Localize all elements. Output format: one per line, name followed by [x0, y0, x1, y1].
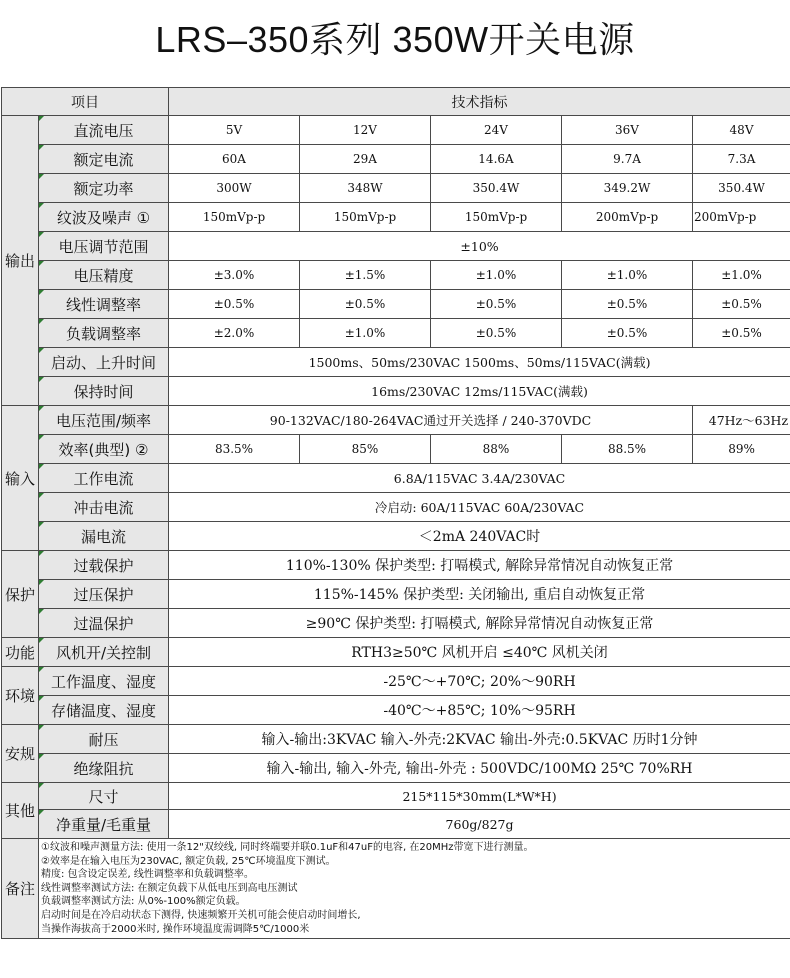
group-safety: 安规 [2, 725, 39, 783]
group-protection: 保护 [2, 551, 39, 638]
cell: ±0.5% [300, 290, 431, 319]
cell: 200mVp-p [693, 203, 790, 232]
cell: 348W [300, 174, 431, 203]
table-row [2, 551, 790, 580]
cell: ±10% [169, 232, 790, 261]
cell: 90-132VAC/180-264VAC通过开关选择 / 240-370VDC [169, 406, 693, 435]
cell: 12V [300, 116, 431, 145]
row-label: 线性调整率 [39, 290, 169, 319]
cell: 47Hz～63Hz [693, 406, 790, 435]
remark-line: ②效率是在输入电压为230VAC, 额定负载, 25℃环境温度下测试。 [41, 855, 336, 867]
row-label: 电压精度 [39, 261, 169, 290]
cell: ±1.0% [562, 261, 693, 290]
page-title: LRS–350系列 350W开关电源 [155, 19, 635, 60]
table-row [2, 174, 790, 203]
table-row [2, 232, 790, 261]
table-row [2, 203, 790, 232]
cell: 6.8A/115VAC 3.4A/230VAC [169, 464, 790, 493]
cell: 760g/827g [169, 810, 790, 839]
cell: 48V [693, 116, 790, 145]
group-function: 功能 [2, 638, 39, 667]
table-row [2, 638, 790, 667]
row-label: 风机开/关控制 [39, 638, 169, 667]
cell: ±1.0% [431, 261, 562, 290]
cell: ≥90℃ 保护类型: 打嗝模式, 解除异常情况自动恢复正常 [169, 609, 790, 638]
group-input: 输入 [2, 406, 39, 551]
cell: 200mVp-p [562, 203, 693, 232]
cell: 60A [169, 145, 300, 174]
table-row [2, 609, 790, 638]
cell: ±0.5% [431, 290, 562, 319]
cell: ±0.5% [693, 290, 790, 319]
table-row [2, 783, 790, 810]
remarks-cell [39, 839, 790, 939]
cell: 150mVp-p [169, 203, 300, 232]
cell: 110%-130% 保护类型: 打嗝模式, 解除异常情况自动恢复正常 [169, 551, 790, 580]
row-label: 额定电流 [39, 145, 169, 174]
cell: 150mVp-p [431, 203, 562, 232]
row-label: 纹波及噪声 ① [39, 203, 169, 232]
row-label: 直流电压 [39, 116, 169, 145]
cell: 350.4W [431, 174, 562, 203]
cell: 冷启动: 60A/115VAC 60A/230VAC [169, 493, 790, 522]
cell: -25℃～+70℃; 20%～90RH [169, 667, 790, 696]
cell: 300W [169, 174, 300, 203]
group-environment: 环境 [2, 667, 39, 725]
cell: 16ms/230VAC 12ms/115VAC(满载) [169, 377, 790, 406]
row-label: 绝缘阻抗 [39, 754, 169, 783]
group-remarks: 备注 [2, 839, 39, 939]
row-label: 负载调整率 [39, 319, 169, 348]
table-row [2, 377, 790, 406]
cell: ±1.0% [693, 261, 790, 290]
cell: 88% [431, 435, 562, 464]
table-row [2, 522, 790, 551]
table-row [2, 810, 790, 839]
remark-line: 精度: 包含设定误差, 线性调整率和负载调整率。 [41, 869, 254, 881]
cell: -40℃～+85℃; 10%～95RH [169, 696, 790, 725]
row-label: 过压保护 [39, 580, 169, 609]
row-label: 尺寸 [39, 783, 169, 810]
row-label: 电压调节范围 [39, 232, 169, 261]
table-row [2, 261, 790, 290]
cell: 88.5% [562, 435, 693, 464]
row-label: 耐压 [39, 725, 169, 754]
table-row [2, 145, 790, 174]
table-row [2, 348, 790, 377]
table-row [2, 290, 790, 319]
table-row [2, 839, 790, 939]
header-spec: 技术指标 [169, 88, 790, 116]
spec-table [1, 87, 790, 939]
table-row [2, 667, 790, 696]
cell: 7.3A [693, 145, 790, 174]
table-row [2, 754, 790, 783]
table-row [2, 319, 790, 348]
cell: ±0.5% [562, 319, 693, 348]
cell: 输入-输出, 输入-外壳, 输出-外壳 : 500VDC/100MΩ 25℃ 70%RH [169, 754, 790, 783]
cell: 85% [300, 435, 431, 464]
cell: 输入-输出:3KVAC 输入-外壳:2KVAC 输出-外壳:0.5KVAC 历时1分钟 [169, 725, 790, 754]
cell: 349.2W [562, 174, 693, 203]
cell: 14.6A [431, 145, 562, 174]
cell: 89% [693, 435, 790, 464]
row-label: 过温保护 [39, 609, 169, 638]
header-row [2, 88, 790, 116]
remark-line: 负载调整率测试方法: 从0%-100%额定负载。 [41, 896, 246, 908]
row-label: 净重量/毛重量 [39, 810, 169, 839]
cell: 36V [562, 116, 693, 145]
row-label: 额定功率 [39, 174, 169, 203]
row-label: 漏电流 [39, 522, 169, 551]
row-label: 存储温度、湿度 [39, 696, 169, 725]
cell: 215*115*30mm(L*W*H) [169, 783, 790, 810]
row-label: 工作电流 [39, 464, 169, 493]
group-output: 输出 [2, 116, 39, 406]
remark-line: 线性调整率测试方法: 在额定负载下从低电压到高电压测试 [41, 882, 298, 894]
cell: 83.5% [169, 435, 300, 464]
cell: ±1.0% [300, 319, 431, 348]
cell: ±3.0% [169, 261, 300, 290]
cell: 115%-145% 保护类型: 关闭输出, 重启自动恢复正常 [169, 580, 790, 609]
cell: ±0.5% [693, 319, 790, 348]
row-label: 工作温度、湿度 [39, 667, 169, 696]
remark-line: 启动时间是在冷启动状态下测得, 快速频繁开关机可能会使启动时间增长, [41, 909, 361, 921]
table-row [2, 435, 790, 464]
cell: 150mVp-p [300, 203, 431, 232]
cell: ±2.0% [169, 319, 300, 348]
row-label: 电压范围/频率 [39, 406, 169, 435]
table-row [2, 464, 790, 493]
table-row [2, 116, 790, 145]
row-label: 冲击电流 [39, 493, 169, 522]
cell: 350.4W [693, 174, 790, 203]
cell: 29A [300, 145, 431, 174]
cell: 9.7A [562, 145, 693, 174]
cell: ±0.5% [169, 290, 300, 319]
table-row [2, 696, 790, 725]
cell: ±1.5% [300, 261, 431, 290]
table-row [2, 406, 790, 435]
row-label: 过载保护 [39, 551, 169, 580]
cell: 24V [431, 116, 562, 145]
row-label: 启动、上升时间 [39, 348, 169, 377]
remark-line: ①纹波和噪声测量方法: 使用一条12"双绞线, 同时终端要并联0.1uF和47uF的电容, 在20MHz带宽下进行测量。 [41, 842, 534, 853]
cell: 5V [169, 116, 300, 145]
group-other: 其他 [2, 783, 39, 839]
cell: 1500ms、50ms/230VAC 1500ms、50ms/115VAC(满载) [169, 348, 790, 377]
remark-line: 当操作海拔高于2000米时, 操作环境温度需调降5℃/1000米 [41, 923, 310, 935]
cell: ＜2mA 240VAC时 [169, 522, 790, 551]
cell: ±0.5% [431, 319, 562, 348]
table-row [2, 493, 790, 522]
table-row [2, 580, 790, 609]
row-label: 效率(典型) ② [39, 435, 169, 464]
row-label: 保持时间 [39, 377, 169, 406]
table-row [2, 725, 790, 754]
cell: RTH3≥50℃ 风机开启 ≤40℃ 风机关闭 [169, 638, 790, 667]
header-item: 项目 [2, 88, 169, 116]
cell: ±0.5% [562, 290, 693, 319]
